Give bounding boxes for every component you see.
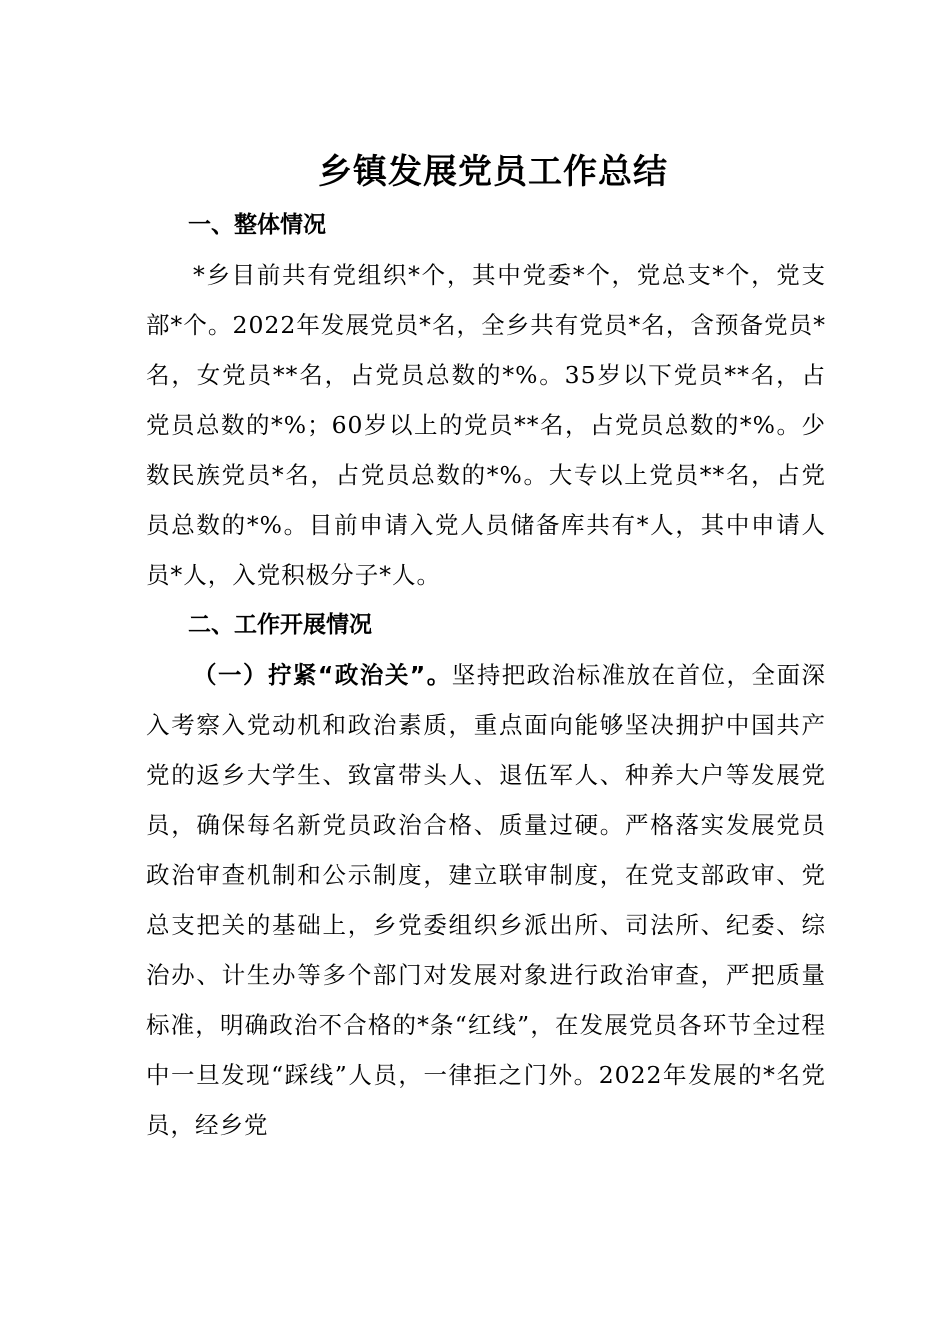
paragraph-overview: *乡目前共有党组织*个，其中党委*个，党总支*个，党支部*个。2022年发展党员*名，全乡共有党员*名，含预备党员*名，女党员**名，占党员总数的*%。35岁以下党员**名，占党员总数的*%；60岁以上的党员**名，占党员总数的*%。少数民族党员*名，占党员总数的*%。大专以上党员**名，占党员总数的*%。目前申请入党人员储备库共有*人，其中申请人员*人，入党积极分子*人。 <box>146 261 826 589</box>
document-title: 乡镇发展党员工作总结 <box>318 151 668 192</box>
section-heading-overview: 一、整体情况 <box>188 212 326 238</box>
section-heading-work-progress: 二、工作开展情况 <box>188 612 372 638</box>
subsection-lead-political: （一）拧紧“政治关”。 <box>193 661 452 689</box>
paragraph-political-check <box>146 650 826 1150</box>
subsection-text-political: 坚持把政治标准放在首位，全面深入考察入党动机和政治素质，重点面向能够坚决拥护中国共产党的返乡大学生、致富带头人、退伍军人、种养大户等发展党员，确保每名新党员政治合格、质量过硬。严格落实发展党员政治审查机制和公示制度，建立联审制度，在党支部政审、党总支把关的基础上，乡党委组织乡派出所、司法所、纪委、综治办、计生办等多个部门对发展对象进行政治审查，严把质量标准，明确政治不合格的*条“红线”，在发展党员各环节全过程中一旦发现“踩线”人员，一律拒之门外。2022年发展的*名党员，经乡党 <box>146 661 826 1139</box>
document-body <box>146 200 826 1150</box>
